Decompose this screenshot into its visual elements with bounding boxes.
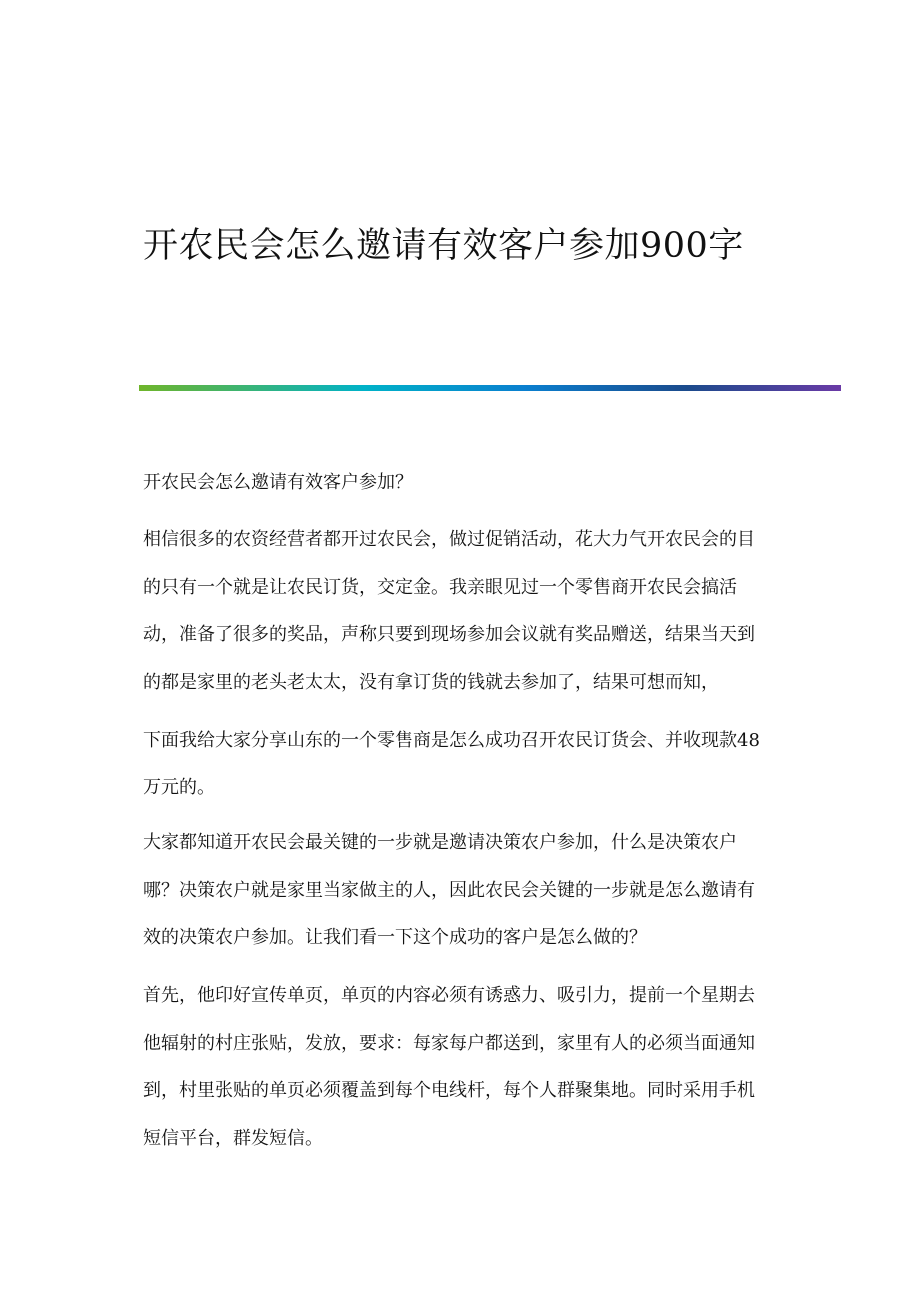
- body-line: 效的决策农户参加。让我们看一下这个成功的客户是怎么做的？: [143, 927, 647, 948]
- body-line: 的只有一个就是让农民订货，交定金。我亲眼见过一个零售商开农民会搞活: [143, 577, 737, 598]
- body-line: 短信平台，群发短信。: [143, 1128, 323, 1149]
- body-line: 大家都知道开农民会最关键的一步就是邀请决策农户参加，什么是决策农户: [143, 832, 737, 853]
- gradient-divider: [139, 385, 841, 391]
- body-line: 他辐射的村庄张贴，发放，要求：每家每户都送到，家里有人的必须当面通知: [143, 1033, 755, 1054]
- body-line: 下面我给大家分享山东的一个零售商是怎么成功召开农民订货会、并收现款48: [143, 730, 760, 751]
- document-title: 开农民会怎么邀请有效客户参加900字: [143, 226, 744, 266]
- body-line: 到，村里张贴的单页必须覆盖到每个电线杆，每个人群聚集地。同时采用手机: [143, 1080, 755, 1101]
- body-line: 相信很多的农资经营者都开过农民会，做过促销活动，花大力气开农民会的目: [143, 529, 755, 550]
- body-line: 开农民会怎么邀请有效客户参加？: [143, 472, 413, 493]
- body-line: 的都是家里的老头老太太，没有拿订货的钱就去参加了，结果可想而知，: [143, 672, 719, 693]
- body-line: 万元的。: [143, 777, 215, 798]
- body-line: 动，准备了很多的奖品，声称只要到现场参加会议就有奖品赠送，结果当天到: [143, 624, 755, 645]
- body-line: 哪？决策农户就是家里当家做主的人，因此农民会关键的一步就是怎么邀请有: [143, 880, 755, 901]
- body-line: 首先，他印好宣传单页，单页的内容必须有诱惑力、吸引力，提前一个星期去: [143, 985, 755, 1006]
